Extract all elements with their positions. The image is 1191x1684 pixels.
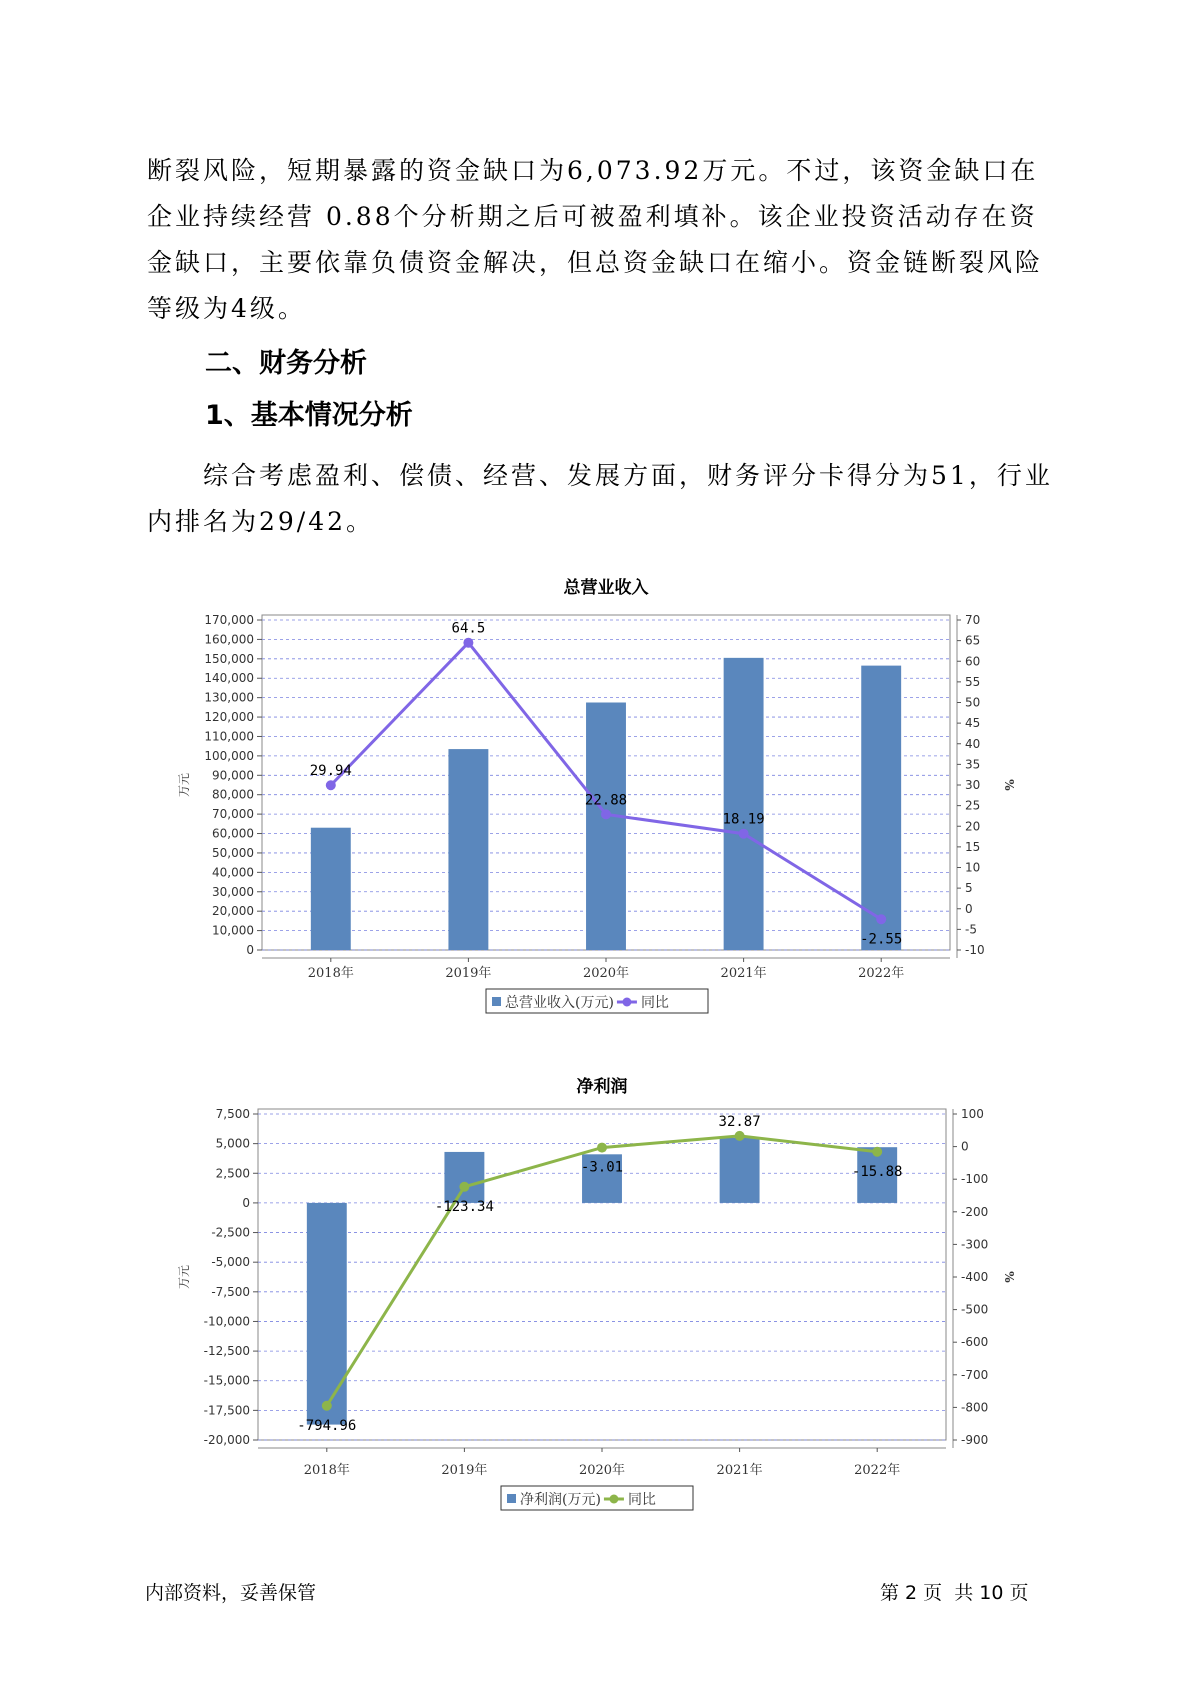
y2-tick-label: 10 [965, 860, 981, 875]
chart-title: 总营业收入 [563, 578, 649, 598]
data-label: 64.5 [451, 620, 486, 637]
revenue-chart-svg [0, 565, 1191, 1025]
y2-tick-label: 0 [965, 901, 973, 916]
y2-tick-label: -900 [961, 1433, 989, 1447]
y2-tick-label: -300 [961, 1237, 989, 1252]
bar [724, 658, 764, 950]
x-tick-label: 2020年 [582, 966, 630, 981]
footer-confidential: 内部资料，妥善保管 [145, 1582, 317, 1604]
y-axis-label: 万元 [177, 1264, 191, 1290]
data-label: 29.94 [309, 763, 352, 780]
legend-bar-swatch [507, 1494, 516, 1503]
y-tick-label: 7,500 [215, 1107, 250, 1121]
y2-tick-label: 70 [965, 613, 981, 627]
y-tick-label: 50,000 [212, 845, 254, 860]
bar [311, 828, 351, 950]
y-tick-label: -12,500 [203, 1344, 250, 1359]
y2-tick-label: 40 [965, 736, 981, 751]
line-point [601, 809, 611, 819]
footer-page-number: 第 2 页 共 10 页 [880, 1582, 1029, 1604]
y-tick-label: 60,000 [212, 826, 254, 841]
y-axis-label: 万元 [177, 772, 191, 798]
y2-tick-label: 15 [965, 839, 981, 854]
y2-tick-label: 35 [965, 757, 981, 772]
legend-label-line: 同比 [627, 1492, 656, 1508]
data-label: -123.34 [434, 1198, 494, 1215]
y-tick-label: 120,000 [204, 710, 254, 725]
y-tick-label: 10,000 [212, 923, 254, 938]
x-tick-label: 2021年 [716, 1463, 763, 1478]
line-point [739, 829, 749, 839]
y2-tick-label: 65 [965, 633, 981, 648]
y2-tick-label: -200 [961, 1204, 989, 1219]
y2-tick-label: -10 [965, 943, 985, 957]
y2-tick-label: 0 [961, 1139, 969, 1154]
y-tick-label: 0 [242, 1195, 250, 1210]
net-profit-chart-svg [0, 1065, 1191, 1530]
y-tick-label: 30,000 [212, 884, 254, 899]
y2-tick-label: -100 [961, 1172, 989, 1187]
x-tick-label: 2022年 [858, 966, 905, 981]
x-tick-label: 2020年 [578, 1463, 626, 1478]
data-label: 32.87 [718, 1113, 761, 1130]
data-label: -794.96 [297, 1417, 357, 1434]
section-heading-financial-analysis: 二、财务分析 [205, 348, 367, 379]
y2-axis-label: % [1002, 1271, 1016, 1283]
data-label: -15.88 [851, 1163, 903, 1180]
y-tick-label: 110,000 [204, 729, 254, 744]
y2-tick-label: 45 [965, 716, 981, 731]
legend-line-marker [622, 998, 631, 1007]
bar [444, 1152, 484, 1203]
x-tick-label: 2018年 [307, 966, 354, 981]
y2-tick-label: 55 [965, 674, 981, 689]
y-tick-label: 5,000 [215, 1136, 250, 1151]
y-tick-label: -5,000 [211, 1255, 250, 1270]
revenue-chart [0, 565, 1191, 1025]
y2-axis-label: % [1002, 779, 1016, 791]
y2-tick-label: -5 [965, 922, 977, 937]
legend-label-line: 同比 [640, 995, 669, 1011]
data-label: 18.19 [722, 811, 765, 828]
paragraph-scorecard: 综合考虑盈利、偿债、经营、发展方面，财务评分卡得分为51，行业内排名为29/42。 [147, 461, 1053, 536]
y-tick-label: 40,000 [212, 865, 254, 880]
legend-line-marker [609, 1495, 618, 1504]
legend-label-bar: 净利润(万元) [520, 1492, 601, 1508]
y2-tick-label: 25 [965, 798, 981, 813]
y2-tick-label: -700 [961, 1367, 989, 1382]
y-tick-label: -20,000 [203, 1433, 250, 1447]
y-tick-label: 170,000 [204, 613, 254, 627]
bar [586, 703, 626, 951]
y2-tick-label: 50 [965, 695, 981, 710]
legend-label-bar: 总营业收入(万元) [505, 995, 614, 1011]
y2-tick-label: 20 [965, 819, 981, 834]
x-tick-label: 2019年 [445, 966, 492, 981]
line-point [872, 1147, 882, 1157]
x-tick-label: 2022年 [854, 1463, 901, 1478]
legend-bar-swatch [492, 997, 501, 1006]
data-label: -2.55 [860, 931, 903, 948]
line-point [322, 1401, 332, 1411]
y-tick-label: -15,000 [203, 1373, 250, 1388]
y-tick-label: -17,500 [203, 1403, 250, 1418]
chart-title: 净利润 [576, 1077, 628, 1097]
bar [720, 1138, 760, 1203]
line-point [463, 638, 473, 648]
y-tick-label: -2,500 [211, 1225, 250, 1240]
y2-tick-label: -400 [961, 1270, 989, 1284]
y-tick-label: 0 [246, 943, 254, 957]
line-point [876, 914, 886, 924]
line-point [326, 780, 336, 790]
y-tick-label: 150,000 [204, 651, 254, 666]
x-tick-label: 2021年 [720, 966, 767, 981]
x-tick-label: 2018年 [303, 1463, 350, 1478]
y-tick-label: 140,000 [204, 671, 254, 686]
data-label: -3.01 [580, 1159, 624, 1176]
y-tick-label: -10,000 [203, 1314, 250, 1329]
x-tick-label: 2019年 [441, 1463, 488, 1478]
line-point [597, 1143, 607, 1153]
net-profit-chart [0, 1065, 1191, 1530]
y2-tick-label: -500 [961, 1302, 989, 1317]
y-tick-label: 70,000 [212, 807, 254, 822]
y2-tick-label: 30 [965, 778, 981, 792]
bar [861, 666, 901, 950]
y2-tick-label: 60 [965, 654, 981, 669]
y2-tick-label: -800 [961, 1400, 989, 1415]
subsection-heading-basic-analysis: 1、基本情况分析 [205, 400, 413, 431]
y-tick-label: -7,500 [211, 1284, 250, 1299]
paragraph-funding-gap: 断裂风险，短期暴露的资金缺口为6,073.92万元。不过，该资金缺口在企业持续经营 0.88个分析期之后可被盈利填补。该企业投资活动存在资金缺口，主要依靠负债资金解决，但总资金缺口在缩小。资金链断裂风险等级为4级。 [147, 156, 1044, 323]
y-tick-label: 100,000 [204, 748, 254, 763]
y-tick-label: 130,000 [204, 690, 254, 705]
line-point [459, 1182, 469, 1192]
y2-tick-label: 100 [961, 1107, 984, 1121]
bar [448, 749, 488, 950]
y2-tick-label: 5 [965, 881, 973, 896]
y2-tick-label: -600 [961, 1335, 989, 1350]
y-tick-label: 2,500 [215, 1166, 250, 1181]
y-tick-label: 160,000 [204, 632, 254, 647]
bar [307, 1203, 347, 1425]
y-tick-label: 90,000 [212, 768, 254, 783]
y-tick-label: 20,000 [212, 904, 254, 919]
line-point [735, 1131, 745, 1141]
data-label: 22.88 [584, 792, 628, 809]
y-tick-label: 80,000 [212, 787, 254, 802]
